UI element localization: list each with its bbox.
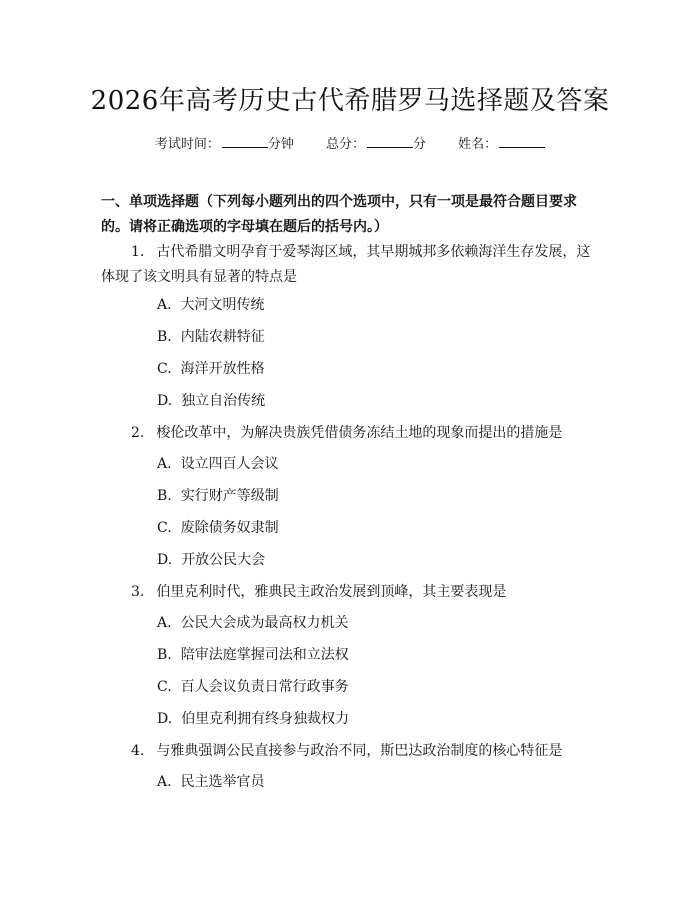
answer-option [157, 645, 349, 665]
option-text: 海洋开放性格 [180, 361, 265, 377]
exam-time-unit: 分钟 [267, 137, 294, 152]
option-letter: D. [157, 393, 173, 409]
option-letter: C. [157, 520, 172, 536]
option-text: 百人会议负责日常行政事务 [180, 679, 349, 695]
question-number: 2. [131, 425, 145, 441]
exam-time-blank [222, 134, 268, 148]
student-name-field [458, 137, 545, 152]
answer-option [157, 391, 265, 411]
option-text: 设立四百人会议 [180, 456, 279, 472]
question-stem [101, 580, 600, 605]
answer-option [157, 295, 265, 315]
option-text: 开放公民大会 [181, 552, 266, 568]
answer-option [157, 486, 279, 506]
option-text: 陪审法庭掌握司法和立法权 [180, 647, 349, 663]
option-letter: B. [157, 488, 172, 504]
question-stem [101, 739, 600, 764]
option-letter: A. [157, 774, 172, 790]
exam-time-field [155, 137, 298, 152]
exam-time-label: 考试时间： [154, 137, 220, 152]
answer-option [157, 677, 349, 697]
option-letter: D. [157, 711, 173, 727]
answer-option [157, 327, 265, 347]
question-number: 3. [131, 584, 145, 600]
answer-option [157, 359, 265, 379]
question-text: 与雅典强调公民直接参与政治不同，斯巴达政治制度的核心特征是 [156, 743, 563, 759]
answer-option [157, 772, 265, 792]
answer-option [157, 454, 279, 474]
student-name-label: 姓名： [458, 137, 498, 152]
option-text: 大河文明传统 [180, 297, 265, 313]
document-title: 2026年高考历史古代希腊罗马选择题及答案 [90, 86, 610, 116]
option-text: 内陆农耕特征 [180, 329, 265, 345]
student-name-blank [499, 134, 545, 148]
answer-option [157, 613, 349, 633]
answer-option [157, 709, 349, 729]
question-number: 1. [131, 244, 145, 260]
question-stem [101, 240, 600, 290]
option-letter: B. [157, 647, 172, 663]
option-text: 伯里克利拥有终身独裁权力 [181, 711, 350, 727]
option-letter: A. [157, 615, 172, 631]
option-text: 民主选举官员 [180, 774, 265, 790]
question-text: 梭伦改革中，为解决贵族凭借债务冻结土地的现象而提出的措施是 [156, 425, 563, 441]
question-text: 古代希腊文明孕育于爱琴海区域，其早期城邦多依赖海洋生存发展，这体现了该文明具有显著的特点是 [101, 244, 591, 285]
total-score-blank [367, 134, 413, 148]
question-text: 伯里克利时代，雅典民主政治发展到顶峰，其主要表现是 [156, 584, 507, 600]
option-text: 公民大会成为最高权力机关 [180, 615, 349, 631]
option-letter: C. [157, 679, 172, 695]
option-letter: B. [157, 329, 172, 345]
question-stem [101, 421, 600, 446]
answer-option [157, 518, 279, 538]
total-score-field [326, 137, 430, 152]
question-number: 4. [131, 743, 145, 759]
total-score-label: 总分： [325, 137, 365, 152]
total-score-unit: 分 [413, 137, 427, 152]
section-heading: 一、单项选择题（下列每小题列出的四个选项中，只有一项是最符合题目要求的。请将正确选项的字母填在题后的括号内。） [101, 194, 577, 235]
answer-option [157, 550, 265, 570]
exam-info-row [0, 133, 700, 152]
option-letter: D. [157, 552, 173, 568]
option-letter: A. [157, 456, 172, 472]
option-text: 实行财产等级制 [180, 488, 279, 504]
option-letter: C. [157, 361, 172, 377]
option-letter: A. [157, 297, 172, 313]
option-text: 废除债务奴隶制 [180, 520, 279, 536]
option-text: 独立自治传统 [181, 393, 266, 409]
